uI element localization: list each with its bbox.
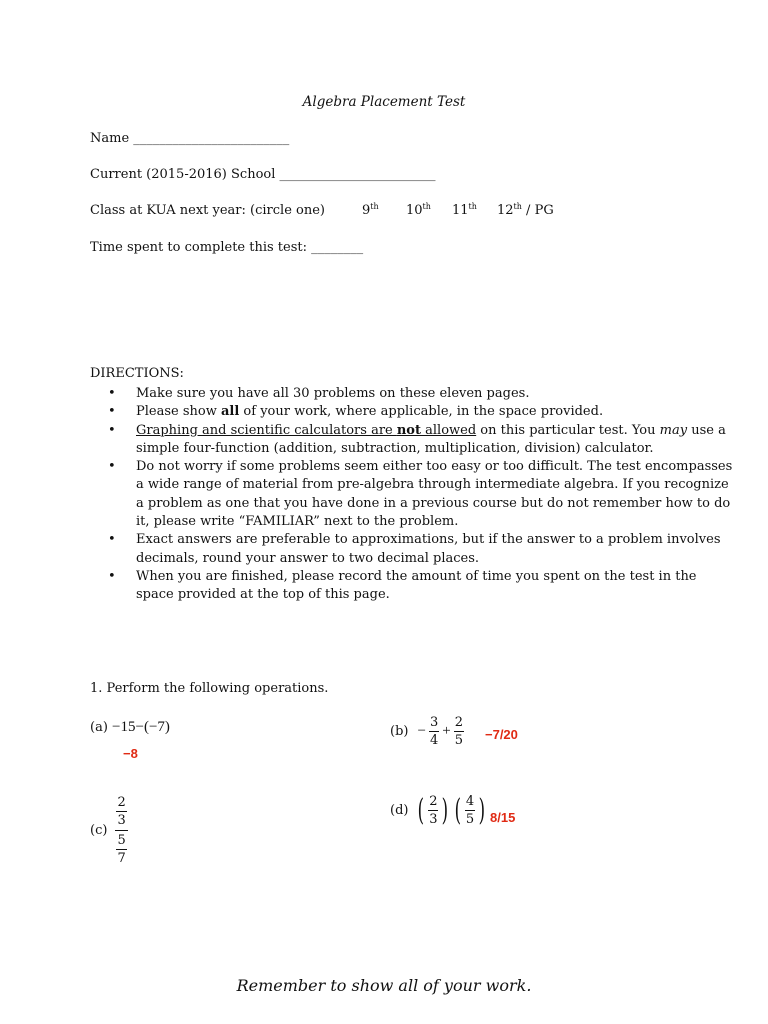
grade-option-10[interactable]: 10th (406, 202, 431, 218)
question-1b: (b) − $\frac{3}{4}$ + $\frac{2}{5}$ (390, 715, 463, 748)
fraction: $\frac{2}{3}$ (429, 794, 438, 827)
fraction: $\frac{3}{4}$ (429, 715, 439, 748)
answer-1b: −7/20 (485, 727, 518, 742)
directions-heading: DIRECTIONS: (90, 366, 184, 381)
page-title: Algebra Placement Test (302, 94, 466, 110)
grade-option-11[interactable]: 11th (452, 202, 477, 218)
directions-list (90, 385, 736, 605)
grade-option-9[interactable]: 9th (362, 202, 379, 218)
question-1a-expression: −15−(−7) (112, 719, 170, 735)
direction-item: • Do not worry if some problems seem either too easy or too difficult. The test encompasses a wide range of material from pre-algebra through intermediate algebra. If you recognize a problem as one that you have done in a previous course but do not remember how to do it, please write “FAMILIAR” next to the problem. (136, 458, 736, 531)
grade-option-12-pg[interactable]: 12th / PG (497, 202, 554, 218)
question-1a: (a) −15−(−7) (90, 719, 170, 735)
question-1c: (c) $\frac{\frac{2}{3}}{\frac{5}{7}}$ (90, 795, 126, 866)
direction-item: • Exact answers are preferable to approximations, but if the answer to a problem involves decimals, round your answer to two decimal places. (136, 531, 736, 568)
direction-item: • Please show all of your work, where applicable, in the space provided. (136, 403, 736, 421)
fraction: $\frac{4}{5}$ (465, 794, 475, 827)
direction-item: • When you are finished, please record the amount of time you spent on the test in the space provided at the top of this page. (136, 568, 736, 605)
school-field-label: Current (2015-2016) School ________________________ (90, 167, 436, 182)
complex-fraction: $\frac{\frac{2}{3}}{\frac{5}{7}}$ (117, 795, 126, 866)
name-field-label: Name ________________________ (90, 131, 290, 146)
direction-item: • Make sure you have all 30 problems on these eleven pages. (136, 385, 736, 403)
question-1d: (d) ( $\frac{2}{3}$ ) ( $\frac{4}{5}$ ) (390, 792, 486, 828)
time-spent-label: Time spent to complete this test: ________ (90, 240, 364, 255)
question-1-prompt: 1. Perform the following operations. (90, 681, 329, 696)
answer-1d: 8/15 (490, 810, 516, 825)
direction-item: • Graphing and scientific calculators are not allowed on this particular test. You may use a simple four-function (addition, subtraction, multiplication, division) calculator. (136, 422, 736, 459)
answer-1a: −8 (123, 746, 138, 761)
footer-reminder: Remember to show all of your work. (236, 976, 532, 995)
fraction: $\frac{2}{5}$ (454, 715, 463, 748)
class-next-year-label: Class at KUA next year: (circle one) (90, 203, 325, 218)
